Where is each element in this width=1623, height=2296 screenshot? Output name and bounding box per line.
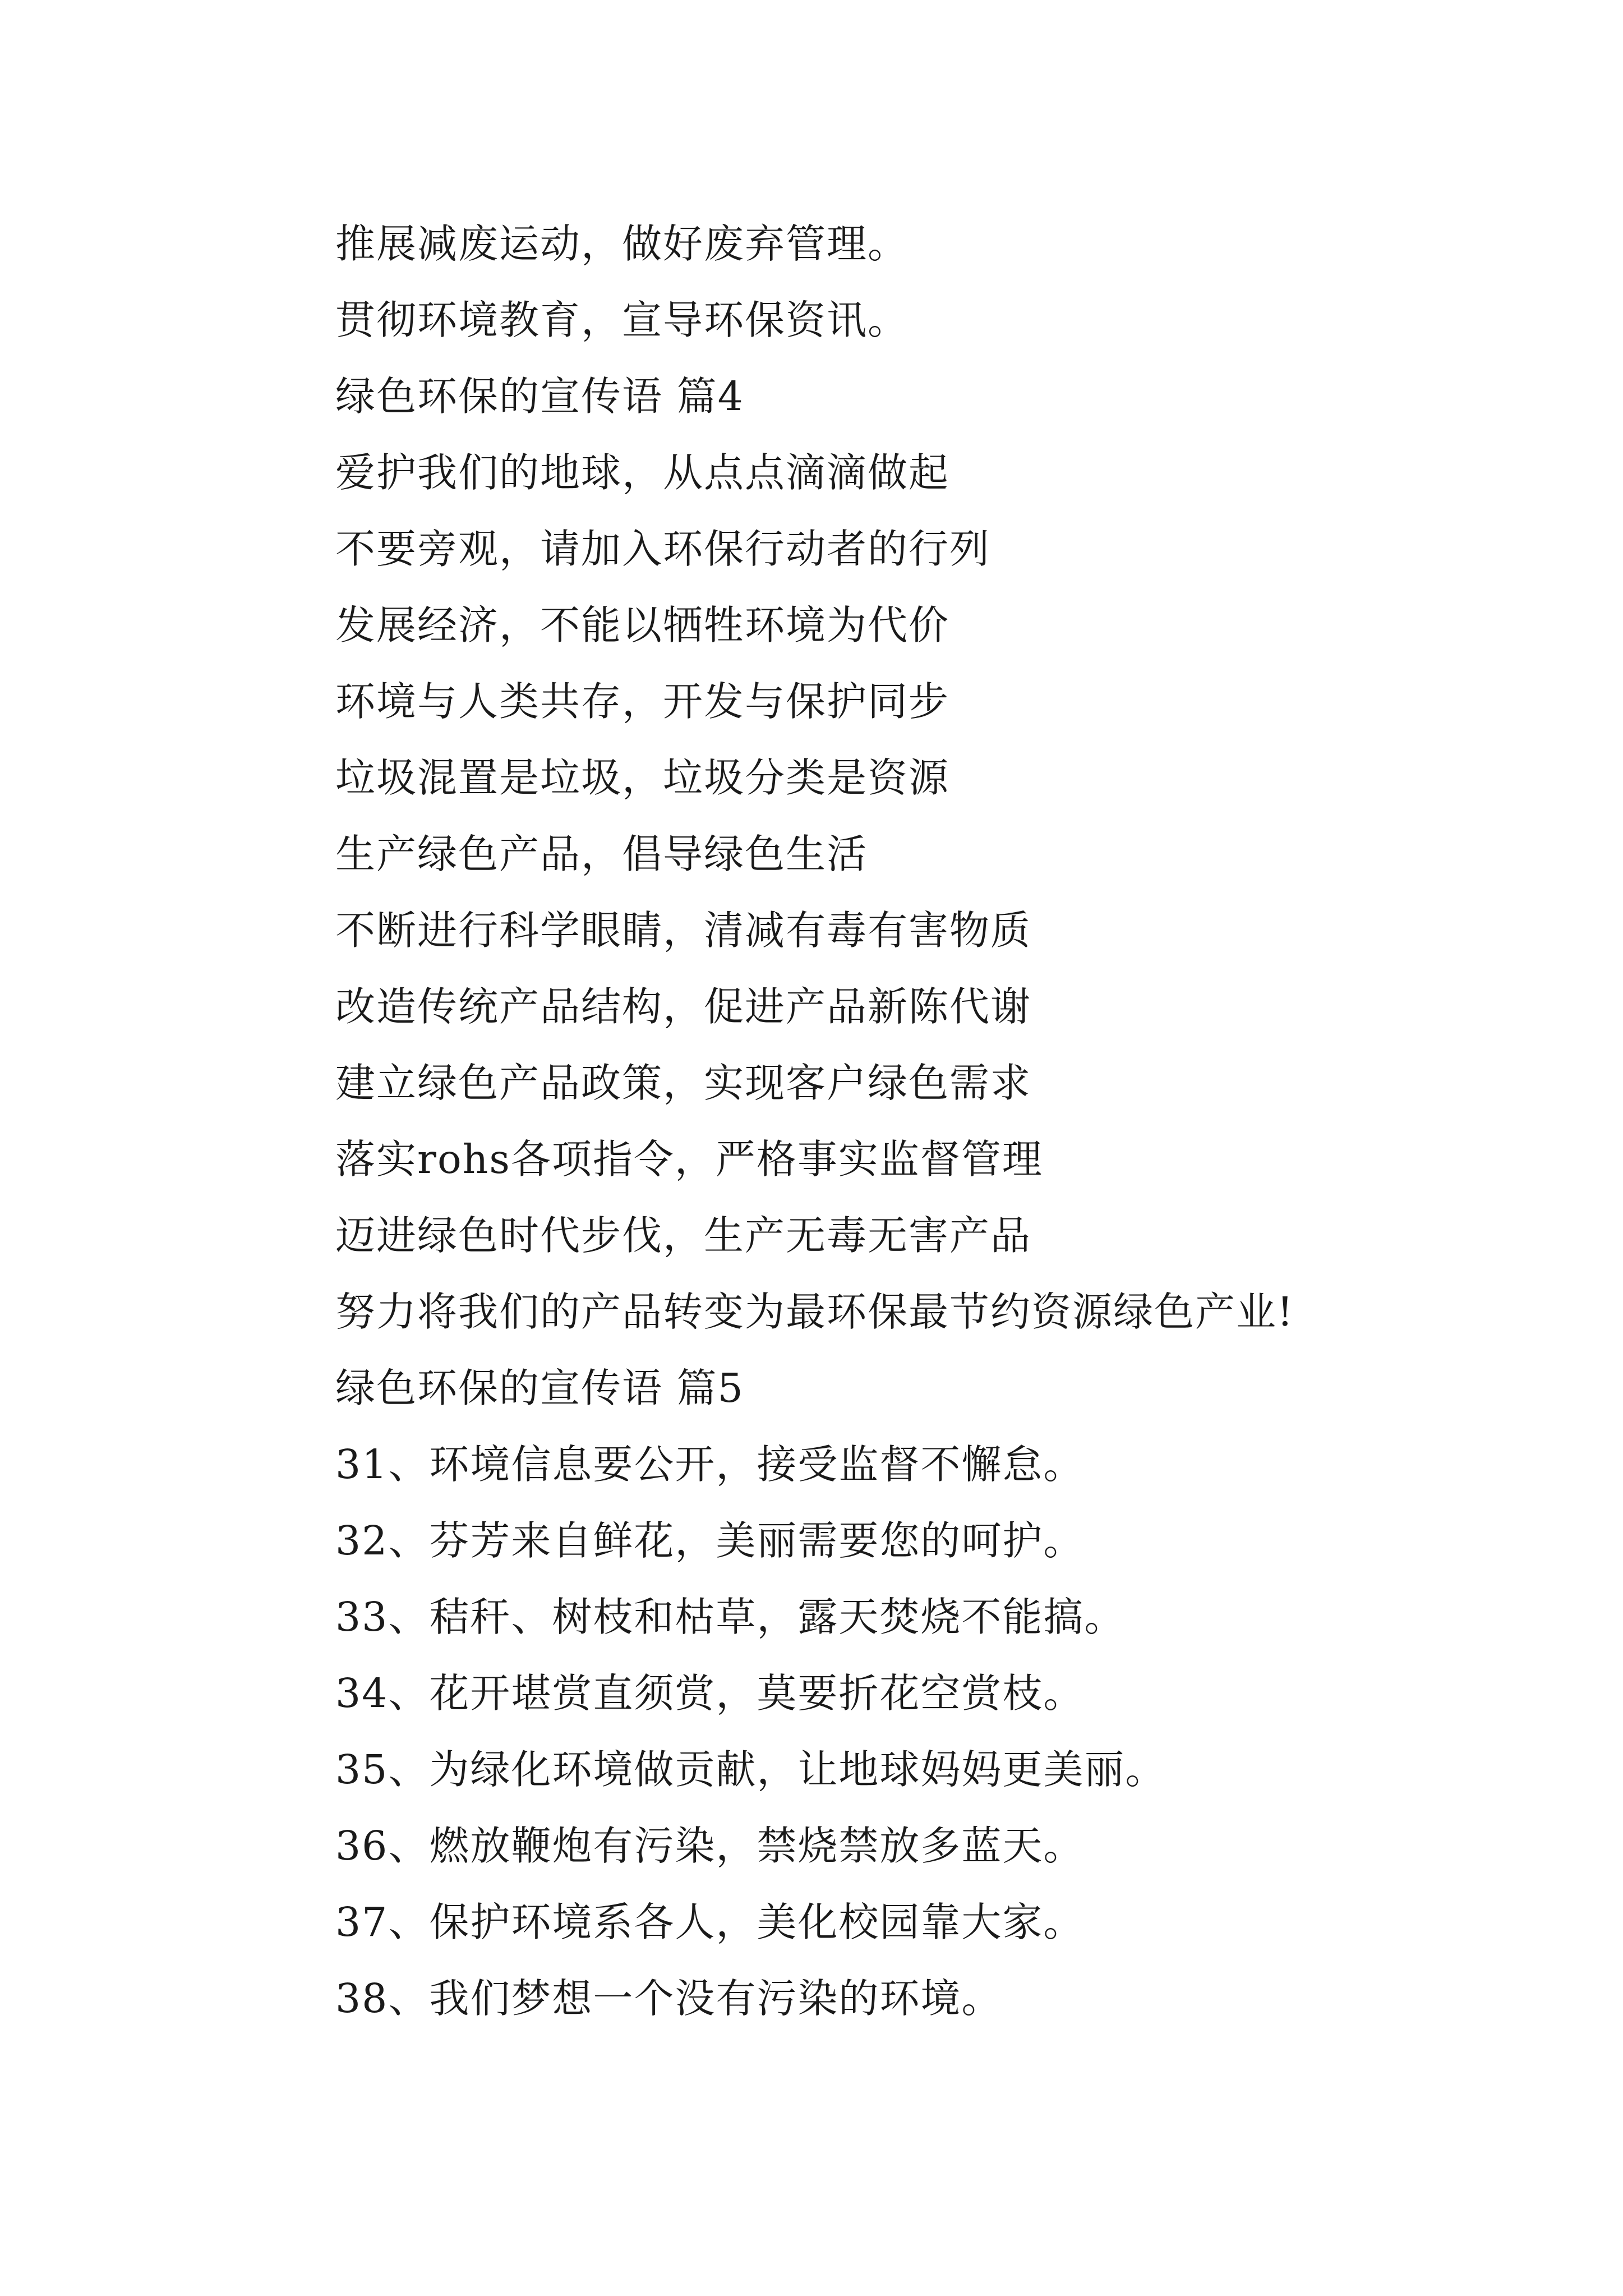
text-line: 落实rohs各项指令，严格事实监督管理 xyxy=(335,1136,1043,1182)
text-line: 贯彻环境教育，宣导环保资讯。 xyxy=(335,297,909,343)
text-line: 努力将我们的产品转变为最环保最节约资源绿色产业! xyxy=(335,1289,1294,1335)
text-line: 迈进绿色时代步伐，生产无毒无害产品 xyxy=(335,1212,1032,1259)
text-line: 爱护我们的地球，从点点滴滴做起 xyxy=(335,449,950,496)
list-item: 34、花开堪赏直须赏，莫要折花空赏枝。 xyxy=(335,1670,1085,1717)
section-heading: 绿色环保的宣传语 篇4 xyxy=(335,373,744,420)
text-line: 垃圾混置是垃圾，垃圾分类是资源 xyxy=(335,754,950,801)
list-item: 37、保护环境系各人，美化校园靠大家。 xyxy=(335,1899,1085,1945)
text-line: 发展经济，不能以牺牲环境为代价 xyxy=(335,602,950,648)
text-line: 生产绿色产品，倡导绿色生活 xyxy=(335,831,868,877)
text-line: 环境与人类共存，开发与保护同步 xyxy=(335,678,950,725)
text-line: 建立绿色产品政策，实现客户绿色需求 xyxy=(335,1060,1032,1106)
text-line: 不断进行科学眼睛，清减有毒有害物质 xyxy=(335,907,1032,954)
list-item: 32、芬芳来自鲜花，美丽需要您的呵护。 xyxy=(335,1517,1085,1564)
list-item: 33、秸秆、树枝和枯草，露天焚烧不能搞。 xyxy=(335,1594,1126,1640)
list-item: 31、环境信息要公开，接受监督不懈怠。 xyxy=(335,1441,1085,1488)
list-item: 36、燃放鞭炮有污染，禁烧禁放多蓝天。 xyxy=(335,1823,1085,1869)
text-line: 改造传统产品结构，促进产品新陈代谢 xyxy=(335,983,1032,1030)
section-heading: 绿色环保的宣传语 篇5 xyxy=(335,1365,744,1411)
document-body xyxy=(335,206,1457,2037)
list-item: 38、我们梦想一个没有污染的环境。 xyxy=(335,1975,1003,2022)
text-line: 推展减废运动，做好废弃管理。 xyxy=(335,220,909,267)
list-item: 35、为绿化环境做贡献，让地球妈妈更美丽。 xyxy=(335,1746,1166,1793)
text-line: 不要旁观，请加入环保行动者的行列 xyxy=(335,526,991,572)
